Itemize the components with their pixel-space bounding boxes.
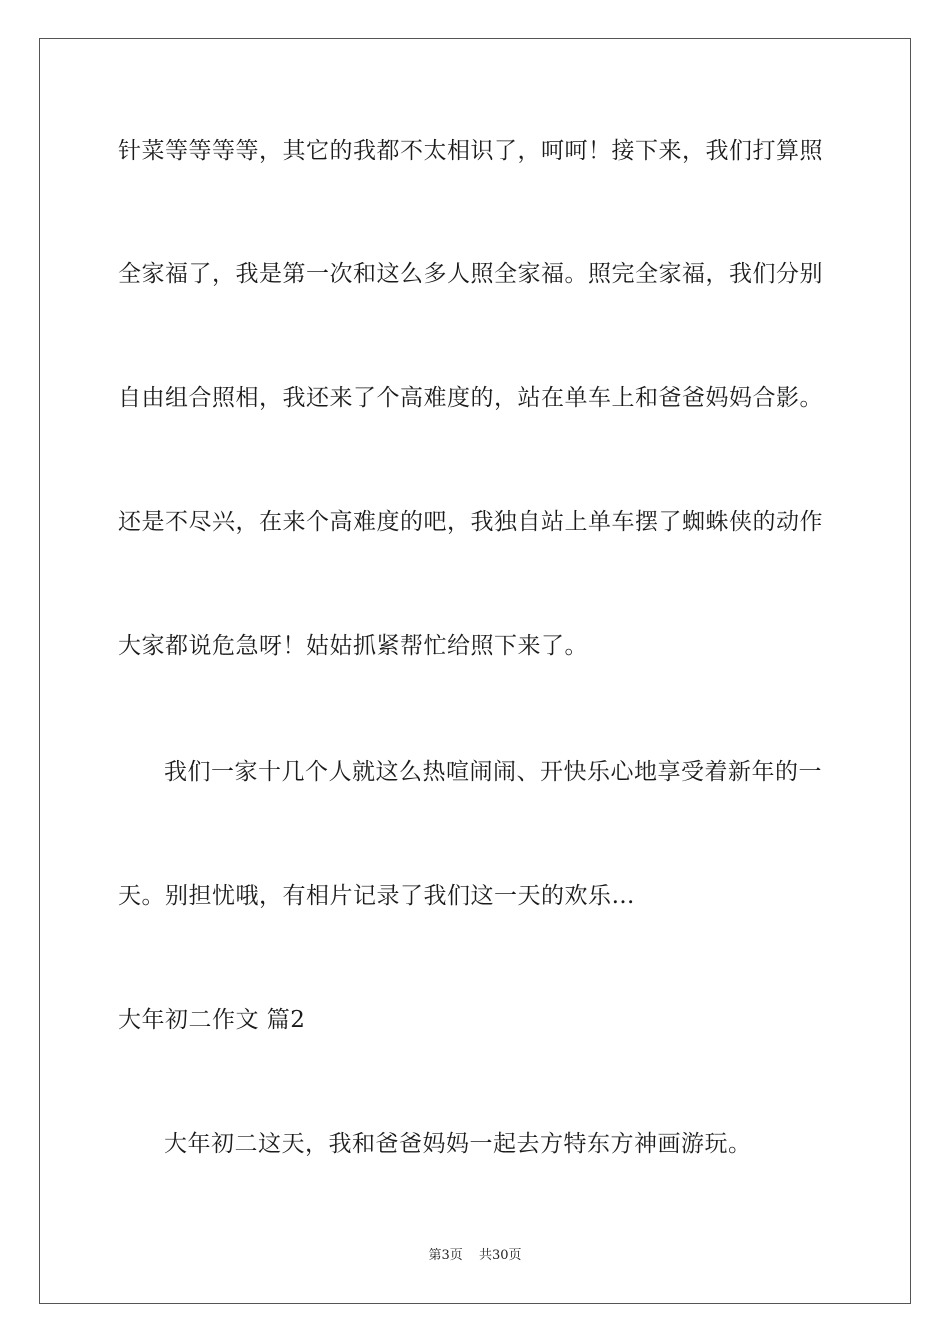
paragraph-line: 还是不尽兴，在来个高难度的吧，我独自站上单车摆了蜘蛛侠的动作 bbox=[118, 509, 823, 535]
paragraph-line: 大年初二这天，我和爸爸妈妈一起去方特东方神画游玩。 bbox=[164, 1131, 752, 1157]
paragraph-line: 大家都说危急呀！姑姑抓紧帮忙给照下来了。 bbox=[118, 633, 588, 659]
paragraph-line: 我们一家十几个人就这么热喧闹闹、开快乐心地享受着新年的一 bbox=[164, 759, 822, 785]
page-total: 共30页 bbox=[478, 1248, 522, 1263]
section-heading: 大年初二作文 篇2 bbox=[118, 1007, 306, 1033]
page-number: 第3页 bbox=[428, 1248, 463, 1263]
page-border bbox=[39, 38, 911, 1304]
paragraph-line: 自由组合照相，我还来了个高难度的，站在单车上和爸爸妈妈合影。 bbox=[118, 385, 823, 411]
paragraph-line: 天。别担忧哦，有相片记录了我们这一天的欢乐… bbox=[118, 883, 635, 909]
paragraph-line: 全家福了，我是第一次和这么多人照全家福。照完全家福，我们分别 bbox=[118, 261, 823, 287]
page-footer bbox=[0, 1247, 950, 1265]
paragraph-line: 针菜等等等等，其它的我都不太相识了，呵呵！接下来，我们打算照 bbox=[118, 138, 823, 164]
